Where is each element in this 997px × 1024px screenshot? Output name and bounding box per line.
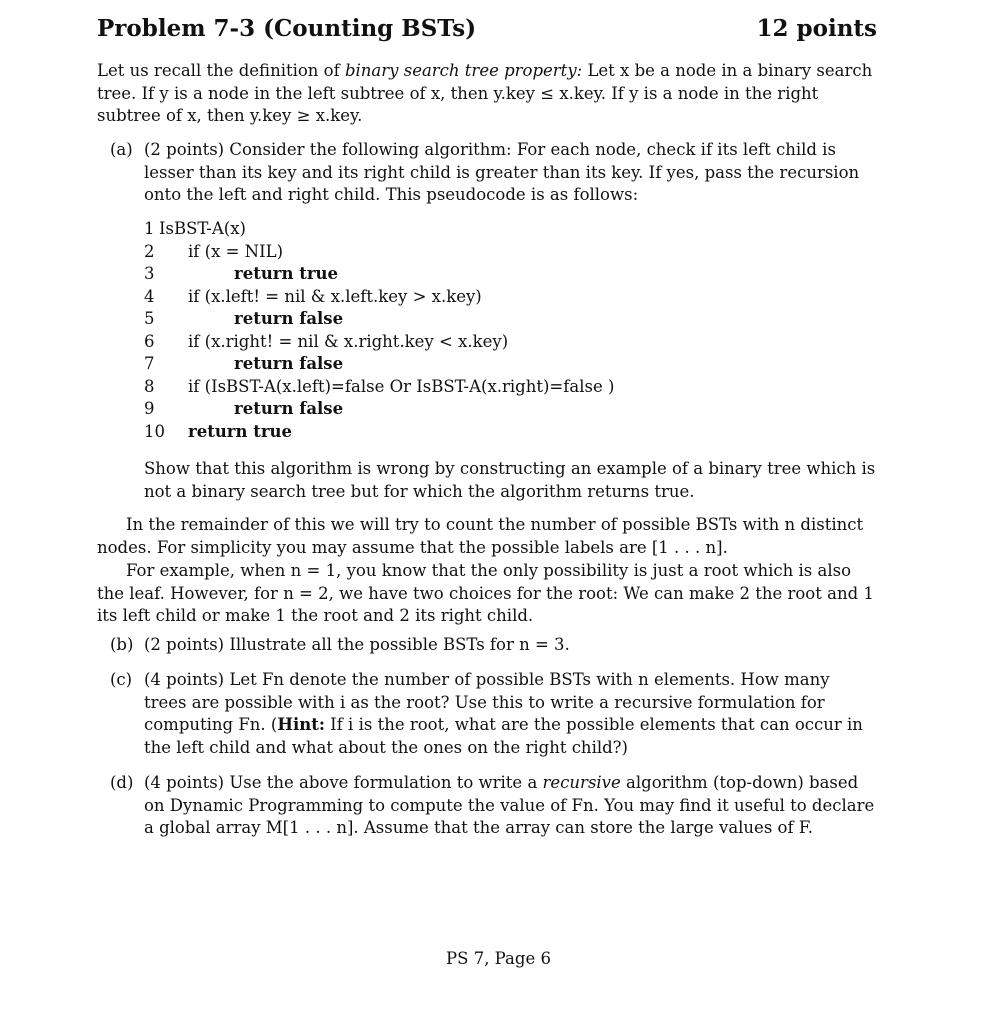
line-number: 8 [144, 376, 155, 396]
pseudocode-line [144, 331, 744, 354]
part-a-after-text: Show that this algorithm is wrong by constructing an example of a binary tree which is not a binary search tree but for which the algorithm returns true. [144, 459, 876, 501]
line-number: 5 [144, 309, 155, 328]
pseudocode-line [144, 308, 744, 331]
part-c-hint: If i is the root, what are the possible elements that can occur in the left child and what about the ones on the right child?) [144, 715, 863, 757]
line-code: if (x = NIL) [188, 241, 284, 261]
remainder-paragraph-1: In the remainder of this we will try to count the number of possible BSTs with n distinct nodes. For simplicity you may assume that the possible labels are [1 . . . n]. [97, 515, 864, 557]
line-code: return false [234, 354, 344, 373]
line-code: if (x.right! = nil & x.right.key < x.key) [188, 331, 509, 351]
part-a-question [110, 458, 877, 503]
bst-property-term: binary search tree property: [344, 61, 583, 80]
line-number: 10 [144, 421, 165, 441]
pseudocode-line [144, 398, 744, 421]
line-number: 4 [144, 286, 155, 306]
line-number: 3 [144, 264, 155, 283]
part-d: (d) (4 points) Use the above formulation to write a recursive algorithm (top-down) based on Dynamic Programming to compute the value of Fn. You may find it useful to declare a global array M[1 . . . n]. Assume that the array can store the large values of F. [110, 773, 875, 837]
line-code: if (IsBST-A(x.left)=false Or IsBST-A(x.right)=false ) [188, 376, 615, 396]
pseudocode-line [144, 263, 744, 286]
part-b-label: (b) [110, 635, 134, 654]
pseudocode-line [144, 241, 744, 264]
problem-points: 12 points [756, 14, 877, 42]
line-number: 9 [144, 399, 155, 418]
part-c-label: (c) [110, 670, 133, 689]
part-a-label: (a) [110, 140, 133, 159]
pseudocode-line [144, 421, 744, 444]
part-d-label: (d) [110, 773, 134, 792]
line-number: 6 [144, 331, 155, 351]
problem-title: Problem 7-3 (Counting BSTs) [97, 14, 477, 42]
pseudocode-line [144, 353, 744, 376]
hint-label: Hint: [277, 715, 325, 734]
line-code: return true [234, 264, 339, 283]
remainder-paragraph-2: For example, when n = 1, you know that the only possibility is just a root which is also the leaf. However, for n = 2, we have two choices for the root: We can make 2 the root and 1 its left child or make 1 the root and 2 its right child. [97, 561, 874, 625]
line-code: IsBST-A(x) [159, 219, 246, 238]
line-code: return true [188, 421, 293, 441]
pseudocode-block [144, 218, 744, 443]
part-c-text: (4 points) Let Fn denote the number of possible BSTs with n elements. How many trees are possible with i as the root? Use this to write a recursive formulation for computing Fn. [144, 670, 830, 734]
line-number: 1 [144, 219, 155, 238]
line-code: return false [234, 309, 344, 328]
page-footer: PS 7, Page 6 [446, 949, 551, 968]
pseudocode-line [144, 218, 744, 241]
pseudocode-line [144, 376, 744, 399]
line-code: return false [234, 399, 344, 418]
line-number: 2 [144, 241, 155, 261]
part-b [110, 634, 877, 657]
line-code: if (x.left! = nil & x.left.key > x.key) [188, 286, 482, 306]
part-a-text: (2 points) Consider the following algorithm: For each node, check if its left child is lesser than its key and its right child is greater than its key. If yes, pass the recursion onto the left and right child. This pseudocode is as follows: [144, 140, 860, 204]
pseudocode-line [144, 286, 744, 309]
part-c: (c) (4 points) Let Fn denote the number of possible BSTs with n elements. How many trees are possible with i as the root? Use this to write a recursive formulation for computing Fn. (Hint: If i is the root, what are the possible elements that can occur in the left child and what about the ones on the right child?) [110, 670, 863, 757]
problem-header [97, 12, 877, 46]
part-b-text: (2 points) Illustrate all the possible BSTs for n = 3. [144, 635, 570, 654]
recursive-term: recursive [542, 773, 621, 792]
intro-paragraph: Let us recall the definition of binary search tree property: Let x be a node in a binary search tree. If y is a node in the left subtree of x, then y.key ≤ x.key. If y is a node in the right subtree of x, then y.key ≥ x.key. [97, 61, 873, 125]
line-number: 7 [144, 354, 155, 373]
part-a [110, 139, 877, 207]
